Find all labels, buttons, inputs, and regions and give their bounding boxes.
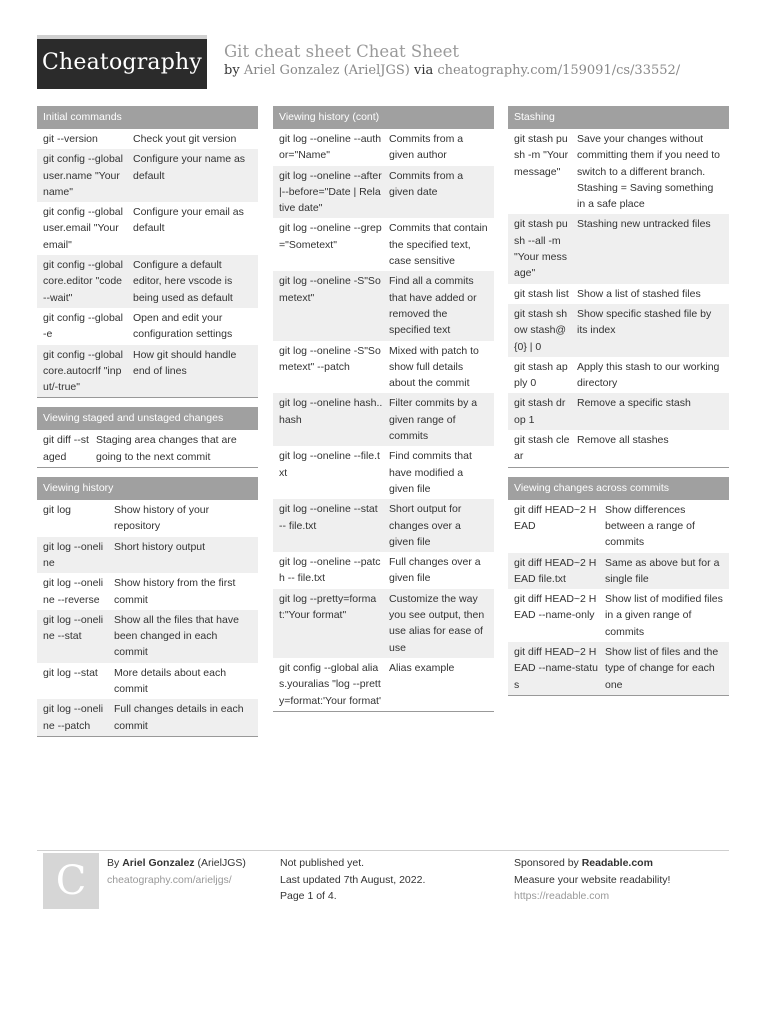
table-row xyxy=(508,553,729,590)
description-cell: Filter commits by a given range of commits xyxy=(389,397,478,443)
command-cell: git stash push --all -m "Your message" xyxy=(514,218,568,280)
section-header: Viewing history (cont) xyxy=(273,106,494,129)
table-row xyxy=(508,129,729,214)
table-row xyxy=(273,658,494,711)
command-cell: git log --stat xyxy=(43,666,98,679)
by-label: by xyxy=(224,63,240,78)
table-row xyxy=(273,589,494,658)
page-title: Git cheat sheet Cheat Sheet xyxy=(224,42,459,61)
table-row xyxy=(37,699,258,736)
section-header: Stashing xyxy=(508,106,729,129)
command-cell: git diff --staged xyxy=(43,434,89,463)
command-cell: git log --oneline -S"Sometext" --patch xyxy=(279,344,381,373)
footer-updated: Last updated 7th August, 2022. xyxy=(280,873,426,886)
command-cell: git diff HEAD~2 HEAD --name-only xyxy=(514,593,597,622)
table-row xyxy=(37,255,258,308)
section-viewing-history-cont xyxy=(273,106,494,712)
command-cell: git stash push -m "Your message" xyxy=(514,133,569,178)
section-viewing-history xyxy=(37,477,258,737)
table-row xyxy=(273,393,494,446)
avatar xyxy=(43,853,99,909)
footer-sponsor-url[interactable]: https://readable.com xyxy=(514,890,610,902)
footer-author-name[interactable]: Ariel Gonzalez xyxy=(122,857,195,869)
logo-text: Cheatography xyxy=(41,49,203,75)
command-cell: git log --oneline --reverse xyxy=(43,577,104,606)
description-cell: Open and edit your configuration settings xyxy=(133,311,233,341)
command-cell: git stash list xyxy=(514,287,569,300)
table-row xyxy=(37,308,258,345)
author-link[interactable]: Ariel Gonzalez (ArielJGS) xyxy=(243,63,410,78)
table-row xyxy=(37,610,258,663)
footer-sponsor-tagline: Measure your website readability! xyxy=(514,873,671,886)
section-header: Viewing changes across commits xyxy=(508,477,729,500)
command-cell: git stash show stash@{0} | 0 xyxy=(514,307,568,353)
command-cell: git log --oneline --stat -- file.txt xyxy=(279,503,378,532)
description-cell: Show a list of stashed files xyxy=(577,287,701,300)
description-cell: Show all the files that have been changed in each commit xyxy=(114,613,239,659)
section-stashing xyxy=(508,106,729,468)
via-label: via xyxy=(413,63,434,78)
description-cell: Full changes details in each commit xyxy=(114,703,244,732)
command-cell: git diff HEAD~2 HEAD --name-status xyxy=(514,646,599,691)
table-row xyxy=(508,284,729,304)
footer-author-handle: (ArielJGS) xyxy=(197,857,246,869)
description-cell: Save your changes without committing them if you need to switch to a different branch. Stashing = Saving something in a safe place xyxy=(577,133,720,211)
command-cell: git log xyxy=(43,504,72,517)
description-cell: Show history from the first commit xyxy=(114,577,236,606)
command-cell: git log --oneline --author="Name" xyxy=(279,133,382,162)
table-row xyxy=(37,500,258,537)
description-cell: Show specific stashed file by its index xyxy=(577,307,712,337)
description-cell: Customize the way you see output, then use alias for ease of use xyxy=(389,592,485,654)
table-row xyxy=(37,345,258,398)
description-cell: How git should handle end of lines xyxy=(133,348,237,377)
footer-sponsor xyxy=(514,855,670,905)
command-cell: git config --global user.name "Your name" xyxy=(43,153,123,198)
description-cell: Commits that contain the specified text, case sensitive xyxy=(389,222,488,268)
description-cell: Same as above but for a single file xyxy=(605,556,720,585)
column-1 xyxy=(37,106,258,746)
command-cell: git stash apply 0 xyxy=(514,360,568,390)
cheatography-logo[interactable] xyxy=(37,35,207,89)
description-cell: Find commits that have modified a given file xyxy=(389,450,472,495)
description-cell: Configure your name as default xyxy=(133,153,246,182)
description-cell: Commits from a given author xyxy=(389,133,464,162)
table-row xyxy=(273,271,494,340)
footer-publish-info xyxy=(280,855,425,905)
description-cell: Short history output xyxy=(114,540,206,553)
table-row xyxy=(508,304,729,357)
table-row xyxy=(273,499,494,552)
command-cell: git log --oneline --patch -- file.txt xyxy=(279,556,381,585)
table-row xyxy=(37,663,258,700)
description-cell: Staging area changes that are going to the next commit xyxy=(96,434,237,463)
table-row xyxy=(508,393,729,430)
table-row xyxy=(273,129,494,166)
description-cell: Mixed with patch to show full details about the commit xyxy=(389,344,479,390)
table-row xyxy=(37,149,258,202)
command-cell: git stash drop 1 xyxy=(514,397,566,426)
command-cell: git config --global -e xyxy=(43,311,123,341)
footer-author xyxy=(107,855,246,888)
description-cell: Show history of your repository xyxy=(114,504,210,533)
description-cell: Alias example xyxy=(389,661,455,674)
column-2 xyxy=(273,106,494,721)
command-cell: git log --oneline --patch xyxy=(43,703,104,732)
table-row xyxy=(508,430,729,467)
command-cell: git config --global core.editor "code --wait" xyxy=(43,259,123,304)
table-row xyxy=(273,552,494,589)
description-cell: Stashing new untracked files xyxy=(577,218,711,231)
description-cell: More details about each commit xyxy=(114,666,227,696)
description-cell: Check yout git version xyxy=(133,133,237,145)
command-cell: git stash clear xyxy=(514,434,570,463)
command-cell: git log --oneline xyxy=(43,540,104,569)
table-row xyxy=(508,357,729,394)
command-cell: git log --oneline -S"Sometext" xyxy=(279,275,381,304)
footer-divider xyxy=(37,850,729,851)
command-cell: git log --oneline --file.txt xyxy=(279,450,380,479)
command-cell: git config --global alias.youralias "log --pretty=format:'Your format' xyxy=(279,661,381,707)
description-cell: Apply this stash to our working directory xyxy=(577,360,720,390)
section-changes-across-commits xyxy=(508,477,729,696)
command-cell: git log --pretty=format:"Your format" xyxy=(279,592,377,622)
command-cell: git diff HEAD~2 HEAD file.txt xyxy=(514,556,597,585)
description-cell: Commits from a given date xyxy=(389,169,464,198)
table-row xyxy=(508,500,729,553)
section-header: Viewing history xyxy=(37,477,258,500)
table-row xyxy=(273,446,494,499)
table-row xyxy=(37,129,258,149)
command-cell: git config --global core.autocrlf "input/-true" xyxy=(43,348,123,394)
command-cell: git diff HEAD~2 HEAD xyxy=(514,503,597,532)
command-cell: git log --oneline --stat xyxy=(43,613,104,643)
table-row xyxy=(273,166,494,219)
table-row xyxy=(37,573,258,610)
description-cell: Configure your email as default xyxy=(133,206,244,235)
sheet-url-link[interactable]: cheatography.com/159091/cs/33552/ xyxy=(437,63,681,78)
command-cell: git log --oneline hash..hash xyxy=(279,397,383,426)
footer-published: Not published yet. xyxy=(280,857,365,869)
command-cell: git log --oneline --after|--before="Date | Relative date" xyxy=(279,169,382,215)
description-cell: Short output for changes over a given file xyxy=(389,503,462,548)
section-viewing-staged xyxy=(37,407,258,468)
description-cell: Configure a default editor, here vscode is being used as default xyxy=(133,259,233,304)
table-row xyxy=(508,214,729,283)
footer-page: Page 1 of 4. xyxy=(280,890,337,902)
table-row xyxy=(37,430,258,467)
byline xyxy=(224,63,680,78)
section-initial-commands xyxy=(37,106,258,398)
footer-sponsored-label: Sponsored by xyxy=(514,857,579,869)
footer-sponsor-name[interactable]: Readable.com xyxy=(581,857,653,869)
footer-author-url[interactable]: cheatography.com/arieljgs/ xyxy=(107,873,232,886)
avatar-letter: C xyxy=(55,858,87,904)
column-3 xyxy=(508,106,729,705)
table-row xyxy=(37,537,258,574)
section-header: Viewing staged and unstaged changes xyxy=(37,407,258,430)
description-cell: Show list of modified files in a given range of commits xyxy=(605,593,723,638)
table-row xyxy=(508,589,729,642)
command-cell: git log --oneline --grep="Sometext" xyxy=(279,222,382,251)
section-header: Initial commands xyxy=(37,106,258,129)
table-row xyxy=(508,642,729,695)
description-cell: Find all a commits that have added or removed the specified text xyxy=(389,275,477,337)
command-cell: git config --global user.email "Your email" xyxy=(43,206,123,251)
description-cell: Show list of files and the type of change for each one xyxy=(605,646,719,691)
footer-by-label: By xyxy=(107,857,120,869)
table-row xyxy=(273,341,494,394)
description-cell: Remove all stashes xyxy=(577,434,669,447)
command-cell: git --version xyxy=(43,133,98,145)
description-cell: Full changes over a given file xyxy=(389,556,481,585)
table-row xyxy=(37,202,258,255)
description-cell: Show differences between a range of commits xyxy=(605,503,695,549)
table-row xyxy=(273,218,494,271)
description-cell: Remove a specific stash xyxy=(577,397,691,410)
